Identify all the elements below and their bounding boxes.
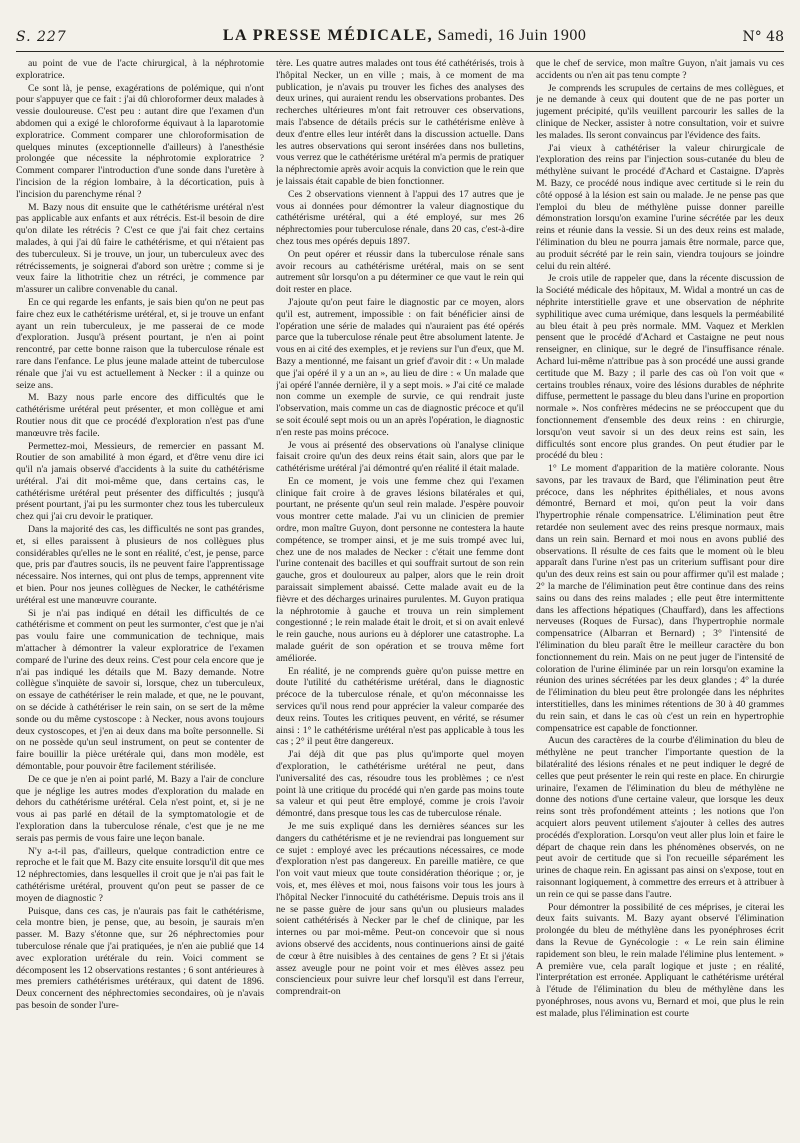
paragraph: J'ai déjà dit que pas plus qu'importe quel moyen d'exploration, le cathétérisme urétéral ne peut, dans l'universalité des cas, résoudre tous les problèmes ; ce n'est point là une critique du procédé qui n'en garde pas moins toute sa valeur et qui peut être employé, comme je crois l'avoir démontré, dans presque tous les cas de tuberculose rénale. [276, 749, 524, 820]
page-header [16, 8, 784, 52]
paragraph: N'y a-t-il pas, d'ailleurs, quelque contradiction entre ce reproche et le fait que M. Bazy cite ensuite lorsqu'il dit que mes 12 néphrectomies, dans lesquelles il croit que je n'ai pas fait le cathétérisme urétéral, prouvent qu'on peut se passer de ce moyen de diagnostic ? [16, 845, 264, 904]
text-columns [16, 58, 784, 1138]
paragraph: tère. Les quatre autres malades ont tous été cathétérisés, trois à l'hôpital Necker, un en ville ; mais, à ce moment de ma publication, je n'avais pu trouver les fiches des analyses des deux urines, qui auraient rendu les observations probantes. Des recherches ultérieures m'ont fait retrouver ces observations, mais l'absence de détails précis sur le cathétérisme enlève à deux d'entre elles leur intérêt dans la discussion actuelle. Dans les autres observations qui seront insérées dans nos bulletins, vous verrez que le cathétérisme urétéral m'a permis de pratiquer la néphrectomie après avoir acquis la conviction que le rein que je laissais était capable de bien fonctionner. [276, 58, 524, 187]
paragraph: J'ai vieux à cathétériser la valeur chirurgicale de l'exploration des reins par l'injection sous-cutanée du bleu de méthylène suivant le procédé d'Achard et Castaigne. D'après M. Bazy, ce procédé nous indique avec certitude si le rein du côté opposé à la lésion est sain ou malade. Je ne pense pas que l'emploi du bleu de méthylène puisse donner pareille démonstration lorsqu'on examine l'urine sécrétée par les deux reins et réunie dans la vessie. Si un des deux reins est malade, l'élimination du bleu ne pourra jamais être normale, parce que, au produit sécrété par le rein sain, viendra toujours se joindre celui du rein altéré. [536, 142, 784, 272]
paragraph: Je me suis expliqué dans les dernières séances sur les dangers du cathétérisme et je ne reviendrai pas longuement sur ce sujet : employé avec les précautions nécessaires, ce mode d'exploration n'est pas dangereux. En pareille matière, ce que l'on voit vaut mieux que toute considération théorique ; or, je vois, et, mes élèves et moi, nous faisons voir tous les jours à l'hôpital Necker l'innocuité du cathétérisme. Depuis trois ans il ne se passe guère de jour sans qu'un ou plusieurs malades soient cathétérisés à Necker par le chef de clinique, par les internes ou par moi-même. Peut-on concevoir que si nous avions observé des accidents, nous continuerions ainsi de gaité de cœur à être nuisibles à des centaines de gens ? Et si j'étais assez aveugle pour ne point voir et mes élèves assez peu consciencieux pour suivre leur chef lorsqu'il est dans l'erreur, comprendrait-on [276, 821, 524, 998]
page-number: S. 227 [16, 29, 67, 45]
paragraph: Ces 2 observations viennent à l'appui des 17 autres que je vous ai données pour démontrer la valeur diagnostique du cathétérisme urétéral, qui a été employé, sur mes 26 néphrectomies pour tuberculose rénale, dans 20 cas, c'est-à-dire chez tous mes opérés depuis 1897. [276, 188, 524, 247]
paragraph: En ce qui regarde les enfants, je sais bien qu'on ne peut pas faire chez eux le cathétérisme urétéral, et, si je trouve un enfant ayant un rein tuberculeux, je me passerai de ce mode d'exploration. Jusqu'à présent pourtant, je n'en ai point rencontré, par cette bonne raison que la tuberculose rénale est rare dans l'enfance. Le plus jeune malade atteint de tuberculose rénale que j'ai vu est actuellement à Necker : il a quinze ou seize ans. [16, 296, 264, 391]
column-left [16, 58, 264, 1138]
column-right [536, 58, 784, 1138]
issue-number: N° 48 [742, 29, 784, 45]
paragraph: Je vous ai présenté des observations où l'analyse clinique faisait croire qu'un des deux reins était sain, alors que par le cathétérisme urétéral j'ai démontré qu'en réalité il était malade. [276, 439, 524, 475]
paragraph: Si je n'ai pas indiqué en détail les difficultés de ce cathétérisme et comment on peut les surmonter, c'est que je n'ai pas voulu faire une communication de technique, mais m'attacher à démontrer la valeur exploratrice de l'examen comparé de l'urine des deux reins. C'est pour cela encore que je n'ai pas indiqué les détails que M. Bazy demande. Notre collègue s'inquiète de savoir si, lorsque, chez un tuberculeux, on essaye de cathétériser le rein malade, et que, ne le pouvant, on se décide à cathétériser le rein sain, on se sert de la même sonde ou du même cystoscope : à Necker, nous avons toujours deux cystoscopes, et j'en ai deux dans ma boîte personnelle. Si on ne possède qu'un seul instrument, on peut se contenter de faire bouillir la pièce urétérale qui, dans mon modèle, est démontable, pour pouvoir être facilement stérilisée. [16, 607, 264, 773]
paragraph: Je crois utile de rappeler que, dans la récente discussion de la Société médicale des hôpitaux, M. Widal a montré un cas de néphrite interstitielle grave et une observation de néphrite syphilitique avec cuma urémique, dans lesquels la perméabilité au bleu était à peu près normale. MM. Vaquez et Merklen pensent que le procédé d'Achard et Castaigne ne peut nous renseigner, en clinique, sur le degré de l'insuffisance rénale. Achard lui-même n'attribue pas à son procédé une aussi grande certitude que M. Bazy ; il parle des cas où l'on voit que « certains troubles rénaux, voire des lésions durables de néphrite diffuse, permettent le passage du bleu dans l'urine en proportion normale ». Nos confrères médecins ne se préoccupent que du fonctionnement d'ensemble des deux reins : en chirurgie, lorsqu'on veut savoir si un des deux reins est sain, les difficultés sont encore plus grandes. On peut étudier par le procédé du bleu : [536, 273, 784, 462]
paragraph: En réalité, je ne comprends guère qu'on puisse mettre en doute l'utilité du cathétérisme urétéral, dans le diagnostic précoce de la tuberculose rénale, et qu'on méconnaisse les services qu'il nous rend pour apprécier la valeur comparée des deux reins. Toutes les critiques peuvent, en vérité, se résumer ainsi : 1° le cathétérisme urétéral n'est pas applicable à tous les cas ; 2° il peut être dangereux. [276, 665, 524, 748]
paragraph: Je comprends les scrupules de certains de mes collègues, et je ne demande à ceux qui doutent que de ne pas porter un jugement précipité, qu'ils veuillent parcourir les salles de la clinique de Necker, assister à notre consultation, voir et suivre les malades. Ils seront convaincus par l'évidence des faits. [536, 82, 784, 141]
paragraph: En ce moment, je vois une femme chez qui l'examen clinique fait croire à de graves lésions bilatérales et qui, pourtant, ne présente qu'un seul rein malade. J'espère pouvoir vous montrer cette malade. J'ai vu un clinicien de premier ordre, mon maître Guyon, dont personne ne contestera la haute compétence, se tromper ainsi, et je me suis trompé avec lui, chez une de nos malades de Necker : c'était une femme dont l'urine contenait des bacilles et qui souffrait surtout de son rein gauche, gros et douloureux au palper, alors que le rein droit paraissait simplement abaissé. Cette malade avait eu de la fièvre et des décharges urinaires purulentes. M. Guyon pratiqua la néphrotomie à gauche et trouva un rein simplement congestionné ; le rein malade était le droit, et si on avait enlevé le rein gauche, nous aurions eu à déplorer une catastrophe. La malade guérit de son opération et se trouva même fort améliorée. [276, 475, 524, 664]
paragraph: De ce que je n'en ai point parlé, M. Bazy a l'air de conclure que je néglige les autres modes d'exploration du malade en dehors du cathétérisme urétéral. Cela n'est point, et, si je ne vous ai pas parlé en détail de la symptomatologie et de l'exploration dans la tuberculose rénale, c'est que je ne me serais pas permis de vous faire une leçon banale. [16, 773, 264, 844]
journal-name: LA PRESSE MÉDICALE, [222, 27, 434, 44]
paragraph: 1° Le moment d'apparition de la matière colorante. Nous savons, par les travaux de Bard, que l'élimination peut être précoce, dans les néphrites épithéliales, et nous avons démontré, Bernard et moi, qu'on peut la voir dans l'hypertrophie rénale compensatrice. L'élimination peut être retardée non seulement avec des reins presque normaux, mais dans un rein sain. Bernard et moi nous en avons publié des observations. Il résulte de ces faits que le moment où le bleu apparaît dans l'urine n'est pas un criterium suffisant pour dire qu'un des deux reins est sain ou pour affirmer qu'il est malade ; 2° la marche de l'élimination peut être continue dans des reins sains ou dans des reins malades ; elle peut être intermittente dans les affections hépatiques (Chauffard), dans les affections nerveuses (Roques de Fursac), dans l'hypertrophie normale compensatrice (Albarran et Bernard) ; 3° l'intensité de l'élimination du bleu paraît être le meilleur caractère du bon fonctionnement du rein. Mais on ne peut juger de l'intensité de coloration de l'urine éliminée par un rein lorsqu'on examine la réunion des urines sécrétées par les deux glandes ; 4° la durée de l'élimination du bleu peut être prolongée dans les néphrites interstitielles, dans les minimes rétentions de 30 à 40 grammes du rein sain, et dans le cas où c'est un rein en hypertrophie compensatrice est capable de fonctionner. [536, 463, 784, 734]
paragraph: Pour démontrer la possibilité de ces méprises, je citerai les deux faits suivants. M. Bazy ayant observé l'élimination prolongée du bleu de méthylène dans les pyonéphroses écrit dans la Revue de Gynécologie : « Le rein sain élimine rapidement son bleu, le rein malade l'élimine plus lentement. » A première vue, cela paraît logique et juste ; en réalité, l'interprétation est erronée. Appliquant le cathétérisme urétéral à l'étude de l'élimination du bleu de méthylène dans les pyonéphroses, nous avons vu, Bernard et moi, que plus le rein est malade, plus l'élimination est courte [536, 901, 784, 1019]
paragraph: que le chef de service, mon maître Guyon, n'ait jamais vu ces accidents ou n'en ait pas tenu compte ? [536, 58, 784, 81]
paragraph: Ce sont là, je pense, exagérations de polémique, qui n'ont pour s'appuyer que ce fait : j'ai dû chloroformer deux malades à vessie douloureuse. C'est peu : autant dire que l'examen d'un abdomen qui a exigé le chloroforme équivaut à la laparotomie exploratrice. Comment comparer une chloroformisation de quelques minutes (exceptionnelle d'ailleurs) à l'anesthésie prolongée que nécessite la néphrotomie exploratrice ? Comment comparer l'introduction d'une sonde dans l'uretère à l'incision de la région lombaire, à la décortication, puis à l'incision du parenchyme rénal ? [16, 82, 264, 200]
paragraph: au point de vue de l'acte chirurgical, à la néphrotomie exploratrice. [16, 58, 264, 81]
paragraph: J'ajoute qu'on peut faire le diagnostic par ce moyen, alors qu'il est, autrement, impossible : on fait bénéficier ainsi de l'opération une série de malades qui n'auraient pas été opérés parce que la tuberculose rénale peut être absolument latente. Je vous en ai cité des exemples, et je reviens sur l'un d'eux, que M. Bazy a mentionné, me faisant un grief d'avoir dit : « Un malade que j'ai opéré il y a un an », au lieu de dire : « Un malade que j'ai opéré l'année dernière, il y a sept mois. » J'ai cité ce malade non comme un exemple de survie, ce qui rendrait juste l'observation, mais comme un cas de diagnostic précoce et qu'il se soit écoulé sept mois ou un an après l'opération, le diagnostic n'en reste pas moins précoce. [276, 296, 524, 438]
paragraph: Puisque, dans ces cas, je n'aurais pas fait le cathétérisme, cela montre bien, je pense, que, au besoin, je saurais m'en passer. M. Bazy s'étonne que, sur 26 néphrectomies pour tuberculose rénale que j'ai pratiquées, je n'en aie publié que 14 avec exploration urétérale du rein. Voici comment se décomposent les 12 observations restantes ; 6 sont antérieures à mes premiers cathétérismes urétéraux, qui datent de 1896. Deux concernent des néphrectomies secondaires, où je n'avais pas besoin de sonder l'ure- [16, 905, 264, 1011]
paragraph: M. Bazy nous parle encore des difficultés que le cathétérisme urétéral peut présenter, et mon collègue et ami Routier nous dit que ce procédé d'exploration n'est pas d'une manœuvre très facile. [16, 392, 264, 439]
paragraph: Aucun des caractères de la courbe d'élimination du bleu de méthylène ne peut trancher l'importante question de la bilatéralité des lésions rénales et ne peut indiquer le degré de celles que peut présenter le rein qui reste en place. En chirurgie urinaire, l'examen de l'élimination du bleu de méthylène ne donne des notions d'une certaine valeur, que lorsque les deux reins sont très profondément atteints ; les notions que l'on acquiert alors peuvent utilement s'ajouter à celles des autres procédés d'exploration. Lorsqu'on veut aller plus loin et faire le départ de chaque rein dans les phénomènes observés, on ne peut avoir de certitude que si l'on recueille séparément les urines de chaque rein. En agissant pas ainsi on s'expose, tout en raisonnant logiquement, à commettre des erreurs et à attribuer à un rein ce qui se passe dans l'autre. [536, 735, 784, 900]
paragraph: M. Bazy nous dit ensuite que le cathétérisme urétéral n'est pas applicable aux enfants et aux rétrécis. Est-il besoin de dire qu'on dilate les rétrécis ? C'est ce que j'ai fait chez certains malades, à qui j'ai dû faire le cathétérisme, et qui n'étaient pas des tuberculeux. Si je trouve, un jour, un tuberculeux avec des rétrécissements, je soignerai d'abord son urètre ; comme si je veux faire la lithotritie chez un rétréci, je commence par m'assurer un calibre convenable du canal. [16, 201, 264, 296]
paragraph: Permettez-moi, Messieurs, de remercier en passant M. Routier de son amabilité à mon égard, et d'être venu dire ici qu'il n'a jamais observé d'accidents à la suite du cathétérisme urétéral. J'ai dit moi-même que, dans certains cas, le cathétérisme urétéral peut présenter des difficultés ; jusqu'à présent pourtant, j'ai pu les surmonter chez tous les tuberculeux chez qui j'ai cru devoir le pratiquer. [16, 440, 264, 523]
issue-date: Samedi, 16 Juin 1900 [437, 27, 587, 44]
column-middle [276, 58, 524, 1138]
paragraph: Dans la majorité des cas, les difficultés ne sont pas grandes, et, si elles paraissent à plusieurs de nos collègues plus considérables qu'elles ne le sont en réalité, c'est, je pense, parce que, pris par d'autres soucis, ils ne peuvent faire l'apprentissage nécessaire. Nos internes, qui ont plus de temps, apprennent vite et bien. Pour nos jeunes collègues de Necker, le cathétérisme urétéral est une manœuvre courante. [16, 524, 264, 606]
paragraph: On peut opérer et réussir dans la tuberculose rénale sans avoir recours au cathétérisme urétéral, mais on se sent autrement sûr lorsqu'on a pu déterminer ce que vaut le rein qui doit rester en place. [276, 248, 524, 296]
masthead [223, 27, 587, 45]
